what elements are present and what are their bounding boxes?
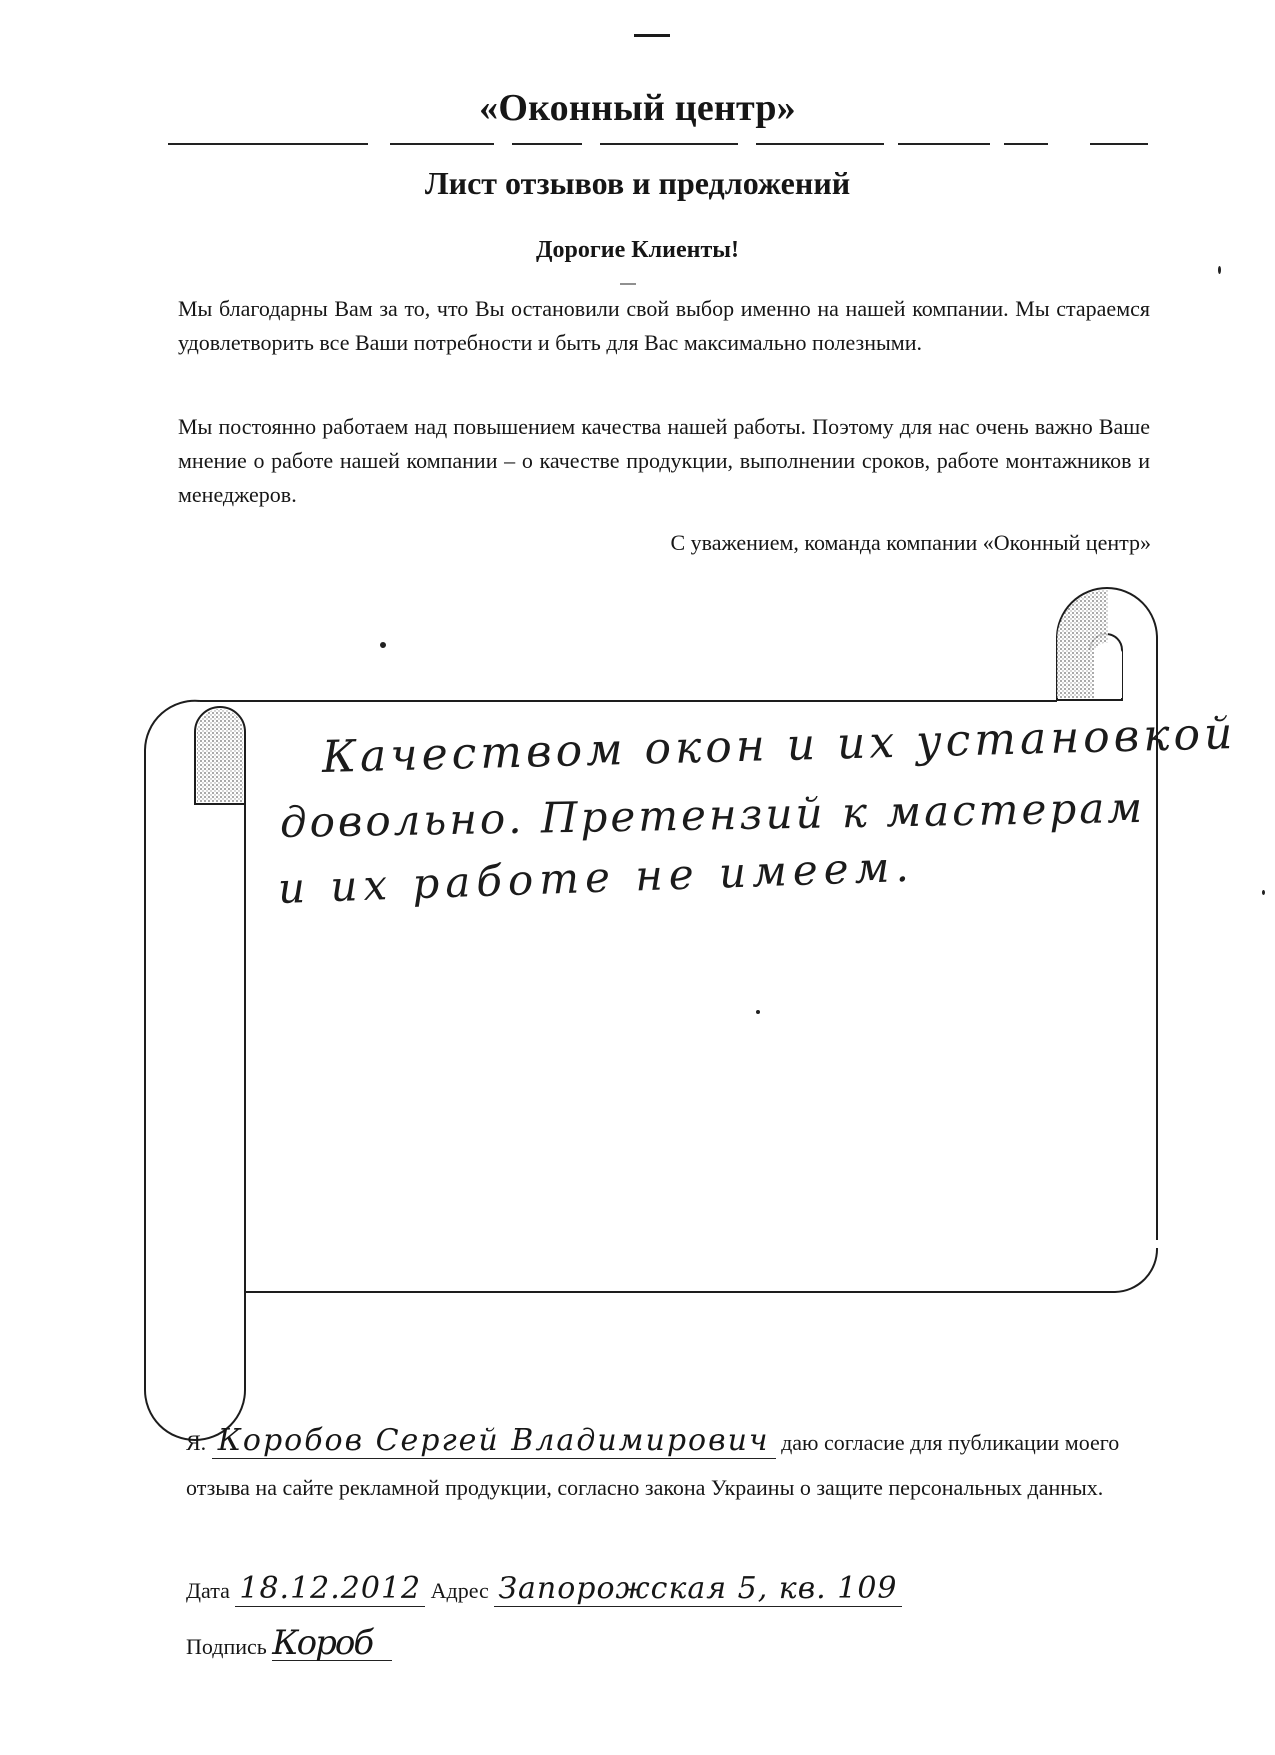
quality-paragraph: Мы постоянно работаем над повышением качества нашей работы. Поэтому для нас очень важно Ваше мнение о работе нашей компании – о качестве продукции, выполнении сроков, работе монтажников и менеджеров.	[178, 414, 1150, 507]
consent-text: даю согласие для публикации моего отзыва на сайте рекламной продукции, согласно закона Украины о защите персональных данных.	[186, 1430, 1120, 1500]
signature-field[interactable]: Короб	[272, 1626, 392, 1661]
consent-name-field[interactable]: Коробов Сергей Владимирович	[212, 1424, 776, 1459]
address-label: Адрес	[430, 1578, 489, 1603]
date-address-row	[186, 1572, 902, 1607]
signature-row	[186, 1623, 392, 1663]
scan-speck	[620, 283, 636, 285]
signoff: С уважением, команда компании «Оконный центр»	[670, 530, 1151, 555]
intro-paragraph: Мы благодарны Вам за то, что Вы остановили свой выбор именно на нашей компании. Мы стараемся удовлетворить все Ваши потребности и быть для Вас максимально полезными.	[178, 296, 1150, 355]
review-line-2: довольно. Претензий к мастерам	[279, 782, 1146, 847]
address-field[interactable]: Запорожская 5, кв. 109	[494, 1572, 901, 1607]
scan-speck	[756, 1010, 760, 1014]
sheet-title: Лист отзывов и предложений	[424, 165, 851, 201]
greeting: Дорогие Клиенты!	[536, 237, 739, 263]
company-name: «Оконный центр»	[479, 87, 796, 129]
date-field[interactable]: 18.12.2012	[235, 1572, 425, 1607]
scan-speck	[1218, 266, 1221, 274]
review-line-1: Качеством окон и их установкой	[321, 708, 1237, 783]
scan-speck	[1262, 890, 1265, 895]
signature-label: Подпись	[186, 1634, 267, 1659]
scan-speck	[380, 642, 386, 648]
date-label: Дата	[186, 1578, 230, 1603]
consent-statement	[186, 1420, 1146, 1510]
consent-prefix: Я.	[186, 1430, 207, 1455]
review-line-3: и их работе не имеем.	[277, 841, 916, 913]
